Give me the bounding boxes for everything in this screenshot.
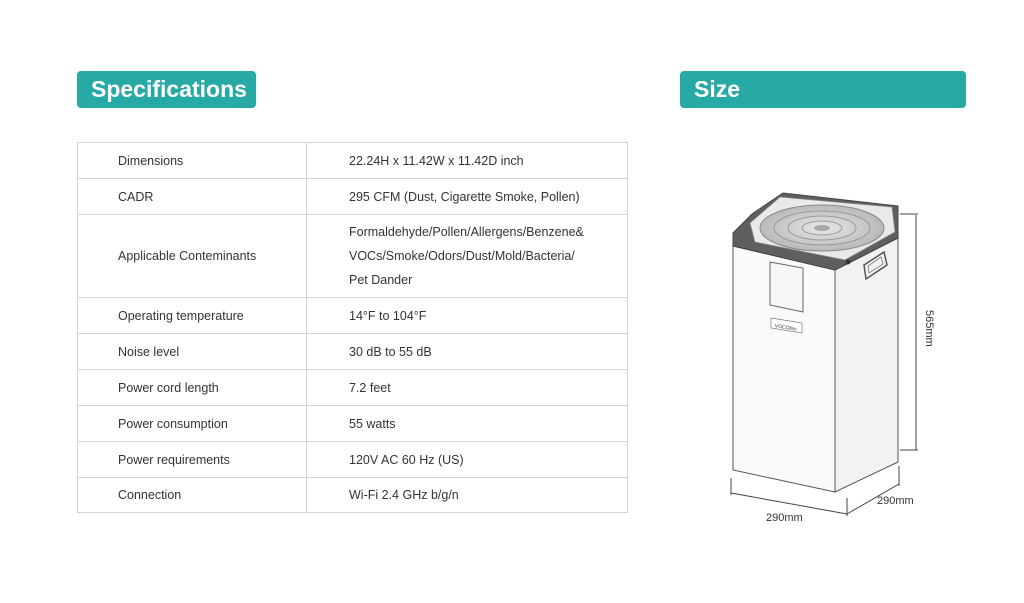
purifier-side-panel	[835, 238, 898, 492]
width-dimension-line	[731, 493, 847, 514]
spec-value-line: 14°F to 104°F	[349, 308, 427, 323]
spec-value-line: 7.2 feet	[349, 380, 391, 395]
spec-value	[307, 370, 628, 406]
spec-value	[307, 179, 628, 215]
spec-value-line: 22.24H x 11.42W x 11.42D inch	[349, 153, 524, 168]
spec-value	[307, 478, 628, 513]
width-dimension-label: 290mm	[766, 512, 803, 524]
table-row	[78, 334, 628, 370]
specifications-heading: Specifications	[77, 71, 256, 108]
purifier-display-window	[770, 262, 803, 312]
spec-label: Power consumption	[78, 406, 307, 442]
table-row	[78, 442, 628, 478]
spec-value-line: VOCs/Smoke/Odors/Dust/Mold/Bacteria/	[349, 249, 575, 263]
air-purifier-illustration	[700, 180, 960, 530]
spec-value-line: Formaldehyde/Pollen/Allergens/Benzene&	[349, 225, 584, 239]
depth-dimension-label: 290mm	[877, 495, 914, 507]
spec-label: Dimensions	[78, 143, 307, 179]
spec-value-line: Pet Dander	[349, 273, 413, 287]
table-row	[78, 406, 628, 442]
spec-value	[307, 215, 628, 298]
spec-label: Noise level	[78, 334, 307, 370]
spec-label: Power cord length	[78, 370, 307, 406]
size-heading: Size	[680, 71, 966, 108]
table-row	[78, 215, 628, 298]
purifier-grill-center	[814, 225, 830, 231]
spec-value	[307, 442, 628, 478]
spec-value	[307, 143, 628, 179]
spec-value	[307, 298, 628, 334]
spec-value-line: 30 dB to 55 dB	[349, 344, 432, 359]
brand-logo-text: VOCOlinc	[774, 323, 798, 333]
spec-label: Power requirements	[78, 442, 307, 478]
table-row	[78, 179, 628, 215]
spec-value	[307, 406, 628, 442]
table-row	[78, 370, 628, 406]
spec-label: Connection	[78, 478, 307, 513]
spec-value-line: 55 watts	[349, 416, 396, 431]
table-row	[78, 478, 628, 513]
purifier-sensor-dot	[846, 260, 851, 265]
spec-value-line: 295 CFM (Dust, Cigarette Smoke, Pollen)	[349, 189, 580, 204]
spec-label: Operating temperature	[78, 298, 307, 334]
spec-value-line: Wi-Fi 2.4 GHz b/g/n	[349, 488, 459, 502]
table-row	[78, 298, 628, 334]
spec-value	[307, 334, 628, 370]
spec-value-line: 120V AC 60 Hz (US)	[349, 452, 464, 467]
spec-label: CADR	[78, 179, 307, 215]
table-row	[78, 143, 628, 179]
spec-label: Applicable Conteminants	[78, 215, 307, 298]
height-dimension-label: 565mm	[923, 310, 935, 347]
specifications-table	[77, 142, 628, 513]
